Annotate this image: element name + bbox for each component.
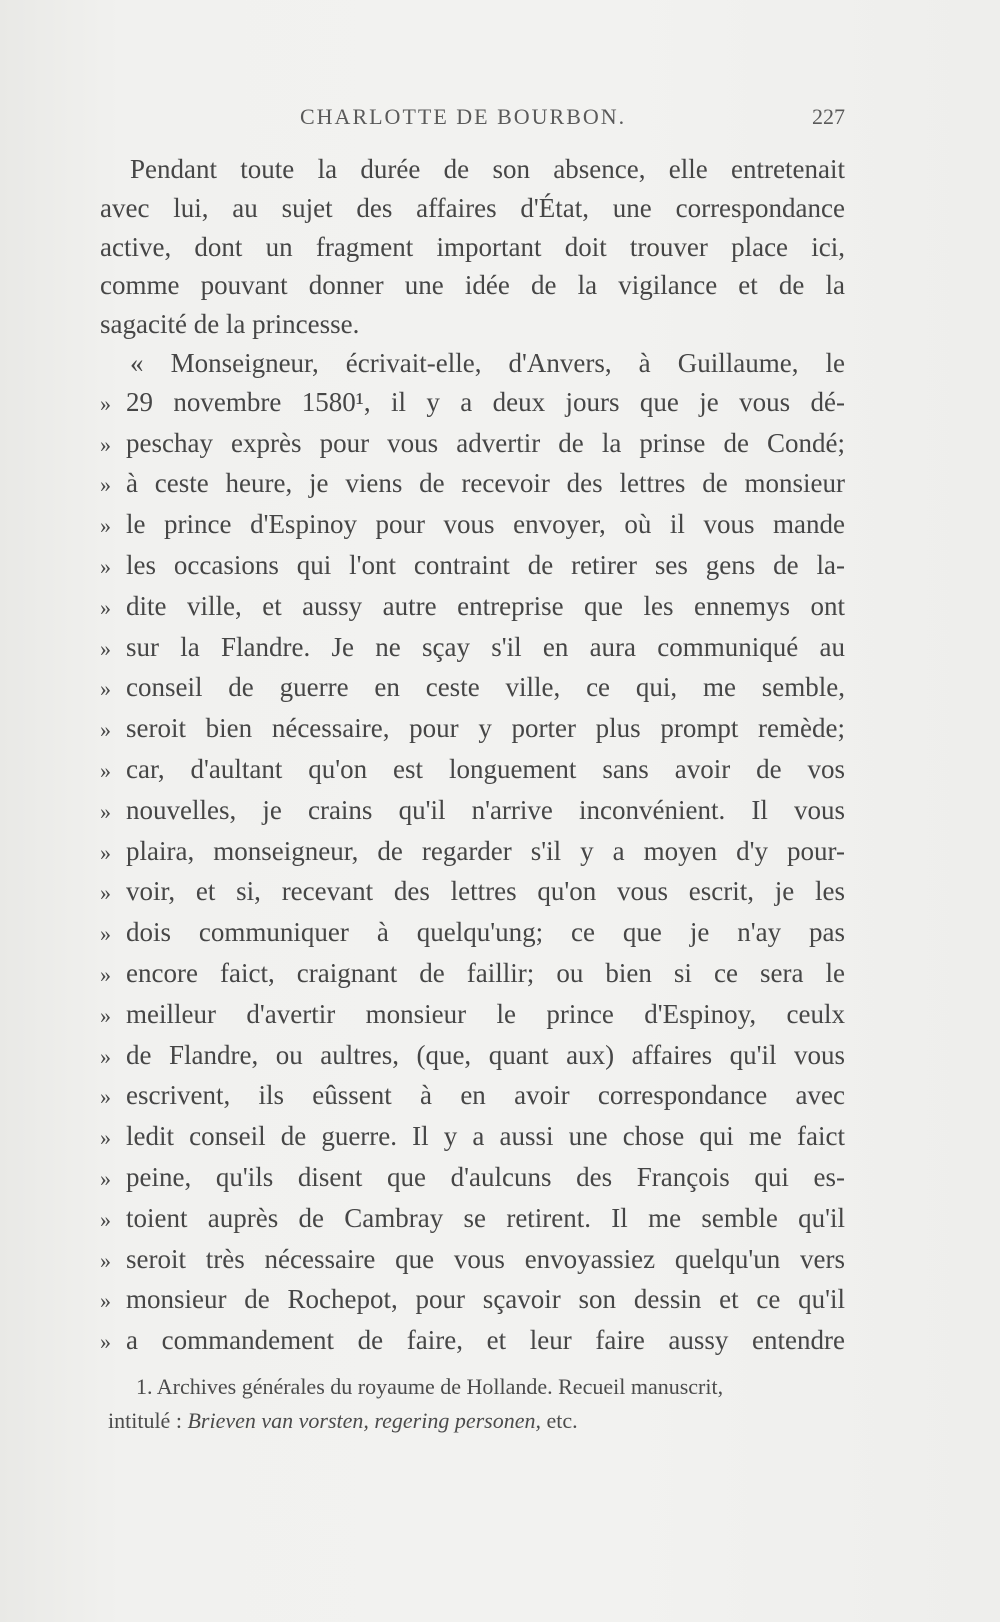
quote-line: [100, 791, 845, 832]
quote-line: [100, 587, 845, 628]
quote-line: [100, 750, 845, 791]
guillemet-mark: »: [100, 717, 111, 743]
guillemet-mark: »: [100, 1206, 111, 1232]
guillemet-mark: »: [100, 798, 111, 824]
text-line: sagacité de la princesse.: [100, 309, 360, 340]
footnote-line: 1. Archives générales du royaume de Hollande. Recueil manuscrit,: [136, 1374, 724, 1399]
quote-line-text: conseil de guerre en ceste ville, ce qui, me semble,: [126, 672, 845, 703]
quote-line-text: dois communiquer à quelqu'ung; ce que je n'ay pas: [126, 917, 845, 948]
quote-line-text: voir, et si, recevant des lettres qu'on vous escrit, je les: [126, 876, 845, 907]
quote-line: [100, 832, 845, 873]
running-head-title: CHARLOTTE DE BOURBON.: [300, 104, 627, 129]
quote-line: [100, 424, 845, 465]
page-number: 227: [812, 104, 845, 129]
quote-line: [100, 505, 845, 546]
quote-line: [100, 383, 845, 424]
text-line: avec lui, au sujet des affaires d'État, une correspondance: [100, 192, 845, 223]
quote-line-text: sur la Flandre. Je ne sçay s'il en aura communiqué au: [126, 631, 845, 662]
quoted-letter: [100, 383, 845, 1362]
guillemet-mark: »: [100, 431, 111, 457]
quote-line: [100, 546, 845, 587]
guillemet-mark: »: [100, 472, 111, 498]
text-line: comme pouvant donner une idée de la vigilance et de la: [100, 270, 845, 301]
quote-line-text: seroit très nécessaire que vous envoyassiez quelqu'un vers: [126, 1243, 845, 1274]
quote-line-text: car, d'aultant qu'on est longuement sans avoir de vos: [126, 753, 845, 784]
quote-opening-line: « Monseigneur, écrivait-elle, d'Anvers, à Guillaume, le: [130, 347, 845, 378]
quote-line: [100, 668, 845, 709]
footnote-title-italic: Brieven van vorsten, regering personen,: [187, 1408, 541, 1433]
guillemet-mark: »: [100, 513, 111, 539]
quote-line-text: toient auprès de Cambray se retirent. Il me semble qu'il: [126, 1202, 845, 1233]
guillemet-mark: »: [100, 839, 111, 865]
quote-line-text: ledit conseil de guerre. Il y a aussi une chose qui me faict: [126, 1121, 845, 1152]
quote-line-text: de Flandre, ou aultres, (que, quant aux) affaires qu'il vous: [126, 1039, 845, 1070]
quote-line-text: le prince d'Espinoy pour vous envoyer, où il vous mande: [126, 509, 845, 540]
guillemet-mark: »: [100, 921, 111, 947]
body-text: [100, 150, 845, 1362]
guillemet-mark: »: [100, 880, 111, 906]
guillemet-mark: »: [100, 1002, 111, 1028]
quote-line: [100, 872, 845, 913]
quote-line: [100, 1280, 845, 1321]
quote-line-text: plaira, monseigneur, de regarder s'il y a moyen d'y pour-: [126, 835, 845, 866]
quote-line: [100, 954, 845, 995]
quote-line: [100, 1117, 845, 1158]
quote-line-text: 29 novembre 1580¹, il y a deux jours que je vous dé-: [126, 386, 845, 417]
footnote-prefix: intitulé :: [108, 1408, 188, 1433]
quote-line-text: meilleur d'avertir monsieur le prince d'Espinoy, ceulx: [126, 998, 845, 1029]
quote-line: [100, 464, 845, 505]
quote-line-text: escrivent, ils eûssent à en avoir correspondance avec: [126, 1080, 845, 1111]
quote-line-text: a commandement de faire, et leur faire aussy entendre: [126, 1325, 845, 1356]
footnote-suffix: etc.: [541, 1408, 578, 1433]
guillemet-mark: »: [100, 1247, 111, 1273]
quote-line-text: à ceste heure, je viens de recevoir des lettres de monsieur: [126, 468, 845, 499]
guillemet-mark: »: [100, 676, 111, 702]
guillemet-mark: »: [100, 1043, 111, 1069]
quote-line: [100, 1321, 845, 1362]
quote-line: [100, 1158, 845, 1199]
quote-line: [100, 628, 845, 669]
quote-line-text: seroit bien nécessaire, pour y porter plus prompt remède;: [126, 713, 845, 744]
guillemet-mark: »: [100, 635, 111, 661]
quote-line: [100, 995, 845, 1036]
quote-line-text: monsieur de Rochepot, pour sçavoir son dessin et ce qu'il: [126, 1284, 845, 1315]
guillemet-mark: »: [100, 1288, 111, 1314]
footnote-line: [108, 1404, 863, 1438]
quote-line-text: peine, qu'ils disent que d'aulcuns des François qui es-: [126, 1161, 845, 1192]
quote-line: [100, 709, 845, 750]
quote-line-text: les occasions qui l'ont contraint de retirer ses gens de la-: [126, 549, 845, 580]
guillemet-mark: »: [100, 1329, 111, 1355]
guillemet-mark: »: [100, 1084, 111, 1110]
guillemet-mark: »: [100, 1165, 111, 1191]
guillemet-mark: »: [100, 961, 111, 987]
quote-line-text: nouvelles, je crains qu'il n'arrive inconvénient. Il vous: [126, 794, 845, 825]
footnote: [108, 1370, 863, 1438]
guillemet-mark: »: [100, 1125, 111, 1151]
guillemet-mark: »: [100, 757, 111, 783]
quote-line: [100, 1240, 845, 1281]
quote-line-text: encore faict, craignant de faillir; ou bien si ce sera le: [126, 957, 845, 988]
quote-line-text: peschay exprès pour vous advertir de la prinse de Condé;: [126, 427, 845, 458]
text-line: active, dont un fragment important doit trouver place ici,: [100, 231, 845, 262]
guillemet-mark: »: [100, 390, 111, 416]
quote-line: [100, 1036, 845, 1077]
quote-line-text: dite ville, et aussy autre entreprise que les ennemys ont: [126, 590, 845, 621]
quote-line: [100, 1199, 845, 1240]
guillemet-mark: »: [100, 553, 111, 579]
running-head: [100, 104, 845, 134]
text-line: Pendant toute la durée de son absence, elle entretenait: [130, 154, 845, 184]
quote-line: [100, 1076, 845, 1117]
guillemet-mark: »: [100, 594, 111, 620]
quote-line: [100, 913, 845, 954]
